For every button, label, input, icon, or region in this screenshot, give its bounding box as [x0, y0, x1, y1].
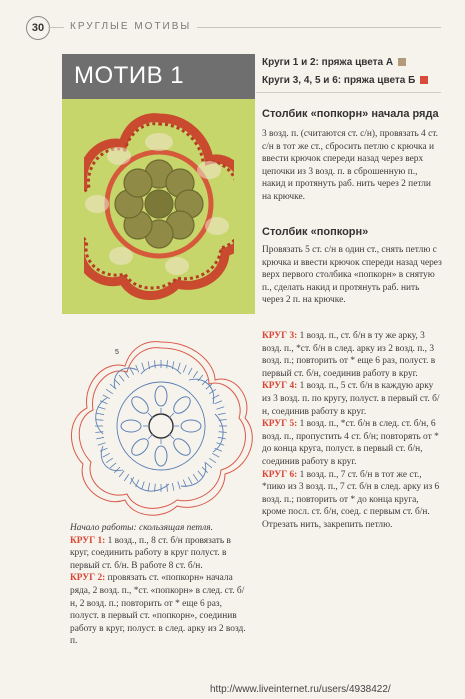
chart-tick — [178, 482, 180, 490]
popcorn-start-title: Столбик «попкорн» начала ряда — [262, 108, 439, 120]
chart-tick — [215, 401, 222, 404]
row-1: КРУГ 1: 1 возд., п., 8 ст. б/н провязать в круг, соединить работу в круг полуст. в первый ст. б/н. В работе 8 ст. б/н. — [70, 535, 231, 571]
footer-url: http://www.liveinternet.ru/users/4938422/ — [210, 684, 391, 695]
crochet-chart — [62, 334, 260, 516]
chart-tick — [217, 407, 225, 409]
row-2: КРУГ 2: провязать ст. «попкорн» начала ряда, 2 возд. п., *ст. «попкорн» в след. ст. б/н, 2 возд. п.; повторить от * еще 6 раз, полуст. в первый ст. «попкорн», соединив работу в круг, полуст. в след. арку из 2 возд. п. — [70, 573, 246, 647]
chart-tick — [142, 482, 144, 490]
chart-tick — [96, 437, 104, 439]
section-title: КРУГЛЫЕ МОТИВЫ — [64, 21, 197, 32]
page-number: 30 — [26, 16, 50, 40]
chart-tick — [193, 474, 198, 481]
rows-right — [262, 330, 442, 532]
chart-tick — [110, 384, 116, 389]
start-note: Начало работы: скользящая петля. — [70, 523, 213, 533]
legend-rule — [256, 92, 441, 93]
rows-left — [70, 522, 250, 648]
chart-tick — [95, 432, 103, 433]
chart-tick — [155, 360, 156, 368]
chart-tick — [198, 471, 203, 477]
motif-title: МОТИВ 1 — [74, 62, 185, 89]
swatch-color-a — [398, 58, 406, 66]
yarn-legend-b: Круги 3, 4, 5 и 6: пряжа цвета Б — [262, 75, 428, 86]
chart-tick — [142, 363, 144, 371]
row-4: КРУГ 4: 1 возд. п., 5 ст. б/н в каждую арку из 3 возд. п. по кругу, полуст. в первый ст. б/н, соединив работу в круг. — [262, 381, 440, 417]
yarn-legend-a: Круги 1 и 2: пряжа цвета А — [262, 57, 406, 68]
chart-tick — [130, 477, 134, 484]
chart-tick — [98, 443, 106, 445]
chart-tick — [212, 453, 219, 457]
chart-tick — [148, 483, 150, 491]
chart-tick — [178, 363, 180, 371]
chart-tick — [188, 368, 192, 375]
chart-tick — [183, 365, 186, 372]
chart-tick — [188, 477, 192, 484]
chart-tick — [218, 437, 226, 439]
chart-tick — [95, 420, 103, 421]
chart-tick — [119, 375, 124, 381]
popcorn-title: Столбик «попкорн» — [262, 226, 369, 238]
green-center — [115, 160, 203, 248]
chart-tick — [110, 463, 116, 468]
popcorn-start-text: 3 возд. п. (считаются ст. с/н), провязать 4 ст. с/н в тот же ст., сбросить петлю с крючка и ввести крючок спереди назад через верх цепочки из 3 возд. п. в сброшенную п., накид и протянуть раб. нить через 2 петли на крючке. — [262, 129, 438, 202]
chart-tick — [114, 379, 120, 385]
row-5: КРУГ 5: 1 возд. п., *ст. б/н в след. ст. б/н, 6 возд. п., пропустить 4 ст. б/н; повторять от * до конца круга, полуст. в первый ст. б/н, соединив работу в круг. — [262, 419, 439, 467]
chart-tick — [209, 458, 216, 463]
chart-popcorn-stitches — [121, 386, 201, 466]
chart-tick — [106, 458, 113, 463]
chart-tick — [212, 395, 219, 399]
chart-tick — [106, 389, 113, 394]
row-3: КРУГ 3: 1 возд. п., ст. б/н в ту же арку, 3 возд. п., *ст. б/н в след. арку из 2 возд. п., 3 возд. п.; повторить от * еще 6 раз, полуст. в первый ст. б/н, соединив работу в круг. — [262, 331, 436, 379]
chart-tick — [124, 474, 129, 481]
chart-tick — [119, 471, 124, 477]
motif-photo — [84, 112, 234, 302]
chart-tick — [193, 371, 198, 378]
chart-tick — [172, 483, 174, 491]
chart-tick — [136, 365, 139, 372]
chart-tick — [218, 413, 226, 415]
chart-tick — [103, 453, 110, 457]
motif-banner — [62, 54, 255, 99]
chart-tick — [167, 360, 168, 368]
swatch-color-b — [420, 76, 428, 84]
chart-tick — [98, 407, 106, 409]
chart-marker: 5 — [115, 349, 119, 356]
chart-tick — [206, 463, 212, 468]
chart-tick — [96, 413, 104, 415]
row-6: КРУГ 6: 1 возд. п., 7 ст. б/н в тот же ст., *пико из 3 возд. п., 7 ст. б/н в след. арку из 6 возд. п.; повторить от * до конца круга, кроме посл. ст. б/н, соед. с первым ст. б/н. Отрезать нить, закрепить петлю. — [262, 469, 440, 530]
popcorn-text: Провязать 5 ст. с/н в один ст., снять петлю с крючка и ввести крючок спереди назад через верх первого столбика «попкорн» в снятую п., сделать накид и протянуть раб. нить через 2 п. на крючке. — [262, 245, 442, 306]
chart-tick — [114, 467, 120, 473]
